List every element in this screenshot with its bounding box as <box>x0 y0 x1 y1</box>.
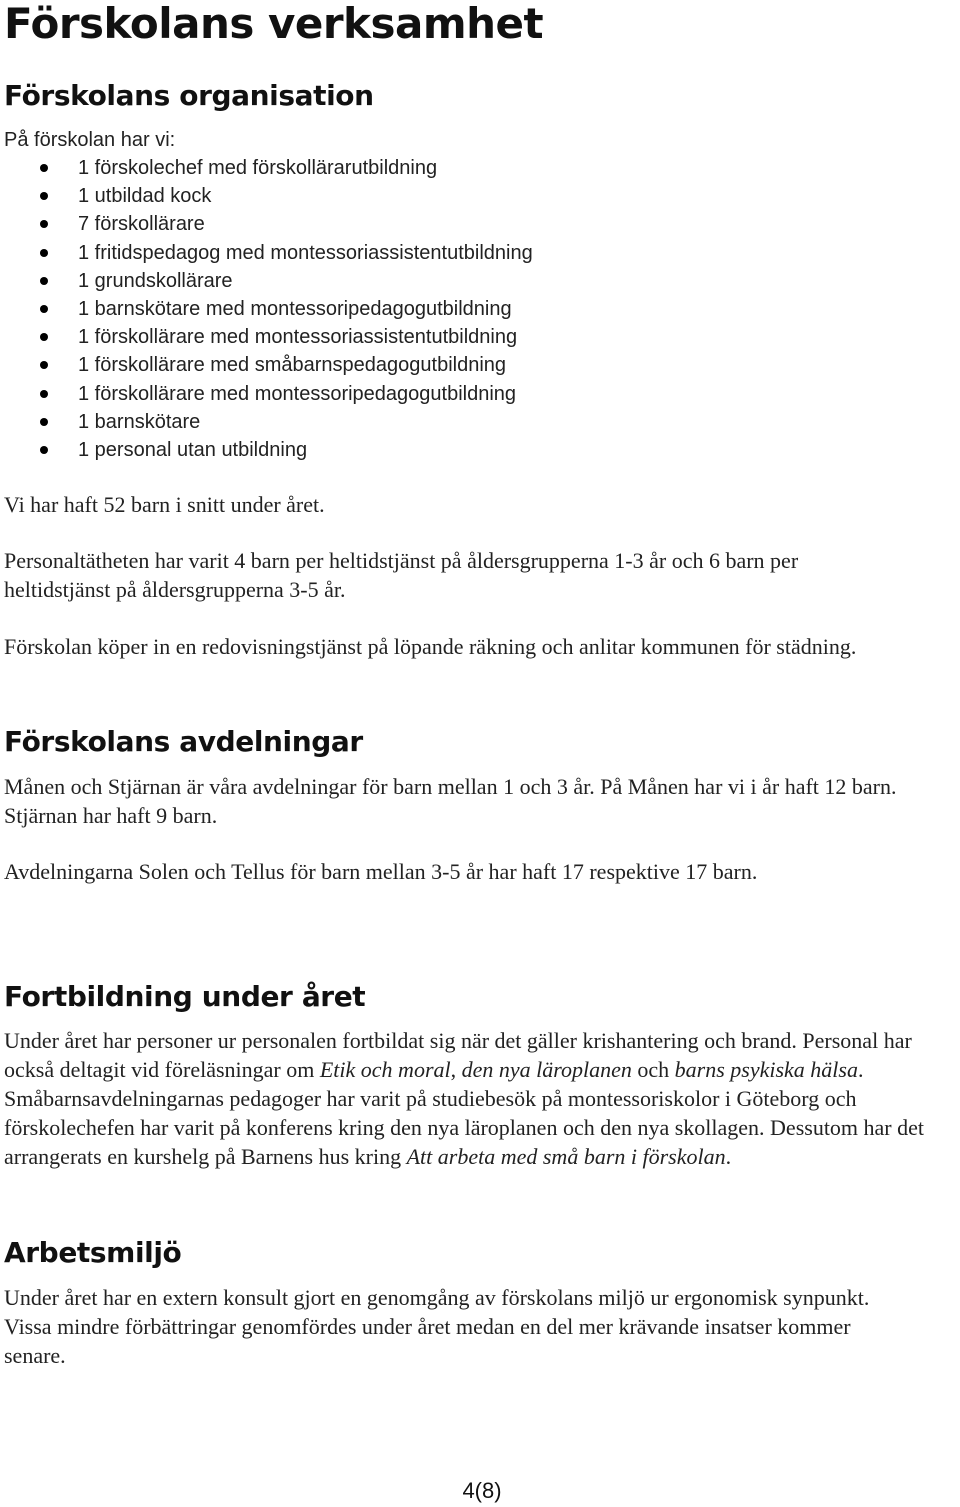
bullet-icon <box>40 361 48 369</box>
list-item: 1 grundskollärare <box>0 267 900 295</box>
list-item: 1 utbildad kock <box>0 182 900 210</box>
bullet-icon <box>40 333 48 341</box>
list-item: 1 förskollärare med småbarnspedagogutbildning <box>0 351 900 379</box>
bullet-icon <box>40 305 48 313</box>
bullet-icon <box>40 220 48 228</box>
bullet-icon <box>40 446 48 454</box>
avdelningar-paragraph-1: Månen och Stjärnan är våra avdelningar för barn mellan 1 och 3 år. På Månen har vi i år haft 12 barn. Stjärnan har haft 9 barn. <box>4 774 897 828</box>
bullet-icon <box>40 277 48 285</box>
list-item: 1 personal utan utbildning <box>0 436 900 464</box>
heading-organisation: Förskolans organisation <box>4 79 374 112</box>
list-item: 1 barnskötare <box>0 408 900 436</box>
bullet-icon <box>40 390 48 398</box>
bullet-icon <box>40 418 48 426</box>
organisation-intro: På förskolan har vi: <box>4 129 176 151</box>
services-paragraph: Förskolan köper in en redovisningstjänst på löpande räkning och anlitar kommunen för städning. <box>4 634 857 659</box>
list-item: 1 förskollärare med montessoriassistentutbildning <box>0 323 900 351</box>
heading-fortbildning: Fortbildning under året <box>4 980 366 1013</box>
bullet-icon <box>40 164 48 172</box>
heading-avdelningar: Förskolans avdelningar <box>4 725 363 758</box>
list-item: 1 fritidspedagog med montessoriassistentutbildning <box>0 239 900 267</box>
page-title: Förskolans verksamhet <box>4 0 544 48</box>
list-item: 7 förskollärare <box>0 210 900 238</box>
course-title-sma-barn: Att arbeta med små barn i förskolan <box>406 1144 726 1169</box>
course-title-etik: Etik och moral <box>319 1057 451 1082</box>
bullet-icon <box>40 192 48 200</box>
children-paragraph: Vi har haft 52 barn i snitt under året. <box>4 492 325 517</box>
staff-list <box>0 154 900 464</box>
fortbildning-paragraph: Under året har personer ur personalen fortbildat sig när det gäller krishantering och brand. Personal har också deltagit vid föreläsningar om Etik och moral, den nya läroplanen och barns psykiska hälsa. Småbarnsavdelningarnas pedagoger har varit på studiebesök på montessoriskolor i Göteborg och förskolechefen har varit på konferens kring den nya läroplanen och den nya skollagen. Dessutom har det arrangerats en kurshelg på Barnens hus kring Att arbeta med små barn i förskolan. <box>4 1028 925 1169</box>
course-title-psykisk-halsa: barns psykiska hälsa <box>674 1057 858 1082</box>
bullet-icon <box>40 249 48 257</box>
list-item: 1 förskolechef med förskollärarutbildning <box>0 154 900 182</box>
heading-arbetsmiljo: Arbetsmiljö <box>4 1236 182 1269</box>
page-number: 4(8) <box>462 1478 502 1503</box>
list-item: 1 barnskötare med montessoripedagogutbildning <box>0 295 900 323</box>
list-item: 1 förskollärare med montessoripedagogutbildning <box>0 380 900 408</box>
course-title-laroplan: den nya läroplanen <box>461 1057 632 1082</box>
arbetsmiljo-paragraph: Under året har en extern konsult gjort en genomgång av förskolans miljö ur ergonomisk synpunkt. Vissa mindre förbättringar genomfördes under året medan en del mer krävande insatser kommer senare. <box>4 1285 870 1368</box>
avdelningar-paragraph-2: Avdelningarna Solen och Tellus för barn mellan 3-5 år har haft 17 respektive 17 barn. <box>4 859 758 884</box>
density-paragraph: Personaltätheten har varit 4 barn per heltidstjänst på åldersgrupperna 1-3 år och 6 barn per heltidstjänst på åldersgrupperna 3-5 år. <box>4 548 799 602</box>
